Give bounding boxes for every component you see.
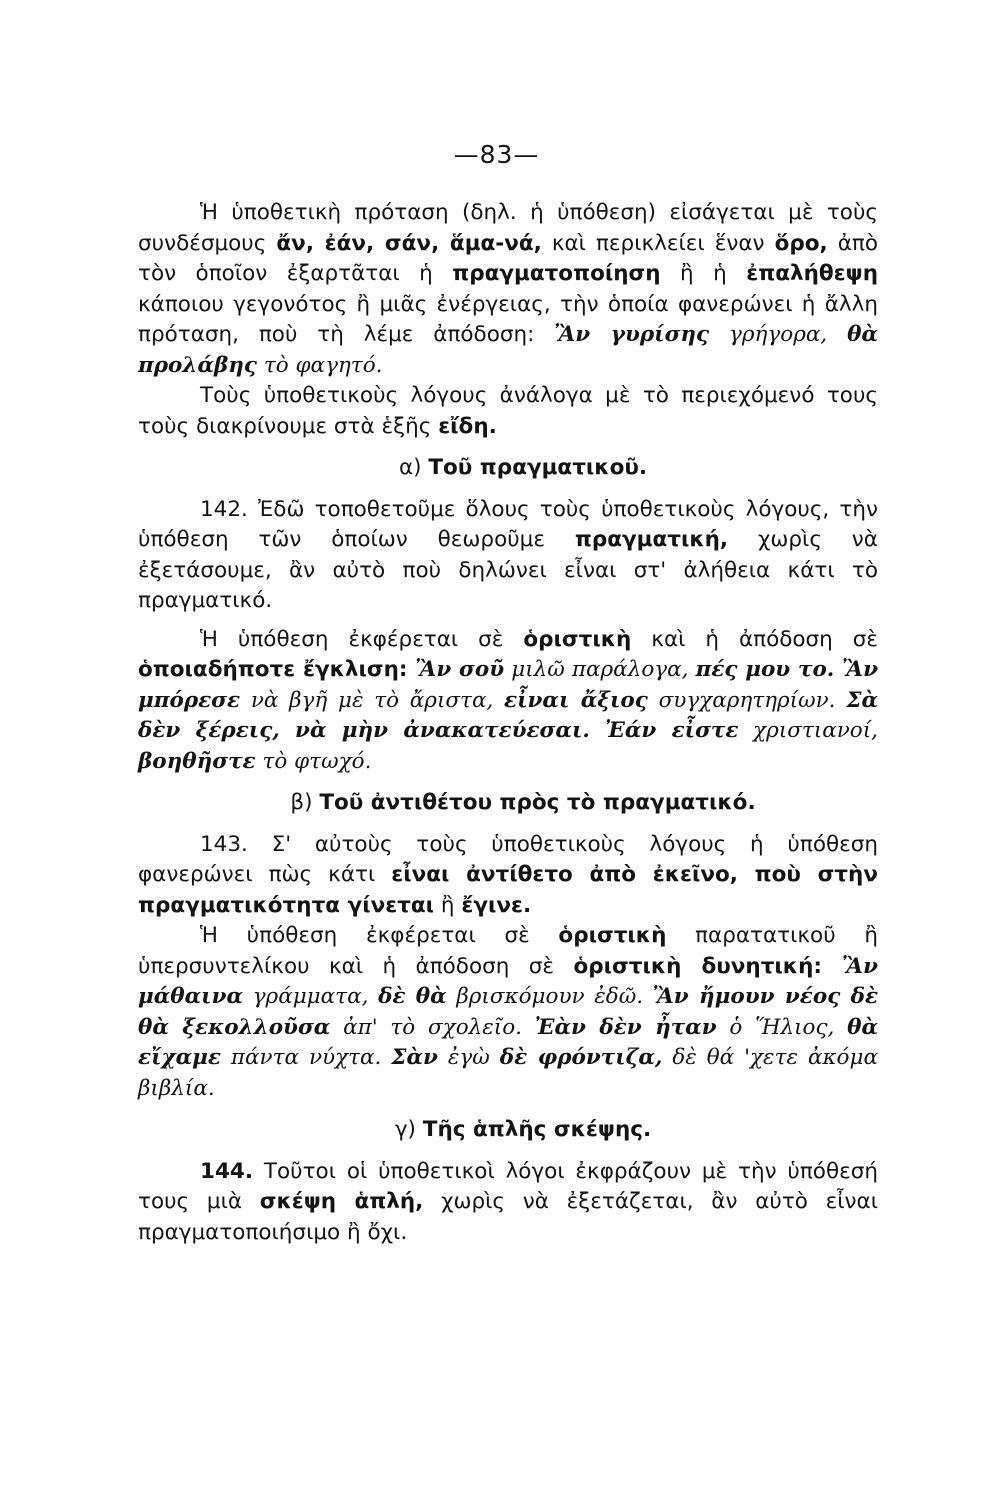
text: κάποιου γεγονότος ἢ μιᾶς ἐνέργειας, τὴν ὁποία φανερώνει ἡ ἄλλη πρόταση, ποὺ τὴ λέμε ἀπόδοση: [138, 291, 878, 347]
section-heading-real [138, 453, 878, 484]
paragraph-number: 142. [200, 496, 248, 522]
bold-term: εἶναι ἀντίθετο ἀπὸ ἐκεῖνο, ποὺ στὴν πραγματικότητα γίνεται [138, 862, 878, 918]
example-text: ὁ Ἥλιος, [716, 1014, 848, 1040]
heading-letter: γ) [394, 1117, 416, 1142]
text: Ἡ ὑπόθεση ἐκφέρεται σὲ [200, 923, 559, 948]
paragraph-142 [138, 495, 878, 617]
example-text: γρήγορα, [709, 322, 848, 347]
paragraph-kinds-intro [138, 381, 878, 442]
paragraph-number: 144. [200, 1158, 254, 1184]
example-text: πάντα νύχτα. [220, 1045, 392, 1070]
example-bold: Σὰ δὲν ξέρεις, νὰ μὴν ἀνακατεύεσαι. Ἐάν εἶστε [138, 687, 878, 743]
bold-term: εἴδη. [438, 413, 497, 439]
example-bold: Σὰν [391, 1045, 438, 1070]
example-text: δὲ θά 'χετε ἀκόμα βιβλία. [138, 1045, 878, 1101]
page-number: —83— [453, 140, 540, 169]
bold-term: πραγματική, [574, 527, 729, 552]
example-bold: πές μου το. [695, 657, 835, 682]
example-text: χριστιανοί, [738, 718, 878, 743]
section-heading-contrary [138, 788, 878, 819]
example-bold: δὲ φρόντιζα, [499, 1045, 663, 1070]
paragraph-contrary-examples [138, 921, 878, 1104]
heading-title: Τοῦ ἀντιθέτου πρὸς τὸ πραγματικό. [319, 790, 756, 815]
text: Τοῦτοι οἱ ὑποθετικοὶ λόγοι ἐκφράζουν μὲ τὴν ὑπόθεσή τους μιὰ [138, 1158, 878, 1214]
example-text: ἐγὼ [437, 1045, 500, 1070]
text: Τοὺς ὑποθετικοὺς λόγους ἀνάλογα μὲ τὸ περιεχόμενό τους τοὺς διακρίνουμε στὰ ἑξῆς [138, 383, 878, 439]
example-bold: εἶναι ἄξιος [504, 687, 648, 713]
text: Ἡ ὑπόθεση ἐκφέρεται σὲ [200, 626, 524, 652]
heading-letter: β) [290, 790, 313, 815]
text: Ἡ ὑποθετικὴ πρόταση (δηλ. ἡ ὑπόθεση) εἰσάγεται μὲ τοὺς συνδέσμους [138, 200, 878, 256]
example-text: μιλῶ παράλογα, [504, 657, 696, 682]
example-bold: Ἂν μπόρεσε [138, 657, 878, 713]
text: ἀπὸ τὸν ὁποῖον ἐξαρτᾶται ἡ [138, 230, 878, 286]
example-text: νὰ βγῆ μὲ τὸ ἄριστα, [240, 687, 505, 713]
paragraph-144 [138, 1157, 878, 1249]
page-body [138, 198, 878, 1248]
bold-term: ὁριστικὴ δυνητική: [573, 953, 822, 979]
text: ἢ [434, 892, 462, 918]
text: καὶ ἡ ἀπόδοση σὲ [631, 626, 878, 652]
example-text: τὸ φαγητό. [257, 352, 383, 378]
bold-term: ὁποιαδήποτε ἔγκλιση: [138, 657, 408, 682]
paragraph-hypothetical-definition [138, 198, 878, 381]
example-text: ἀπ' τὸ σχολεῖο. [330, 1014, 535, 1040]
bold-term: ὁριστικὴ [558, 923, 667, 948]
example-bold: Ἂν γυρίσης [554, 322, 710, 347]
text: Σ' αὐτοὺς τοὺς ὑποθετικοὺς λόγους ἡ ὑπόθεση φανερώνει πὼς κάτι [138, 831, 878, 887]
bold-term: σκέψη ἁπλή, [259, 1189, 424, 1214]
text: καὶ περικλείει ἕναν [541, 230, 775, 256]
paragraph-143 [138, 830, 878, 922]
text: Ἐδῶ τοποθετοῦμε ὅλους τοὺς ὑποθετικοὺς λόγους, τὴν ὑπόθεση τῶν ὁποίων θεωροῦμε [138, 496, 878, 552]
bold-term: ἐπαλήθεψη [746, 261, 879, 286]
text: ἢ ἡ [660, 261, 747, 286]
heading-title: Τῆς ἁπλῆς σκέψης. [422, 1117, 652, 1142]
bold-term: ἔγινε. [461, 892, 532, 918]
paragraph-real-examples [138, 625, 878, 778]
paragraph-number: 143. [200, 831, 248, 857]
example-bold: Ἂν μάθαινα [138, 953, 878, 1009]
bold-term: πραγματοποίηση [452, 261, 661, 286]
heading-title: Τοῦ πραγματικοῦ. [428, 455, 648, 480]
example-text: τὸ φτωχό. [255, 748, 372, 774]
example-text: συγχαρητηρίων. [647, 687, 847, 713]
text: παρατατικοῦ ἢ ὑπερσυντελίκου καὶ ἡ ἀπόδοση σὲ [138, 923, 878, 979]
example-bold: Ἐὰν δὲν ἦταν [534, 1014, 717, 1040]
heading-letter: α) [398, 455, 422, 480]
example-bold: Ἂν ἤμουν νέος δὲ θὰ ξεκολλοῦσα [138, 984, 879, 1040]
text: χωρὶς νὰ ἐξετάζεται, ἂν αὐτὸ εἶναι πραγματοποιήσιμο ἢ ὄχι. [138, 1189, 879, 1245]
example-bold: θὰ προλάβης [138, 322, 878, 378]
example-bold: δὲ θὰ [378, 984, 447, 1009]
bold-term: ἄν, ἐάν, σάν, ἅμα-νά, [276, 230, 542, 256]
bold-term: ὅρο, [774, 230, 828, 256]
example-text: βρισκόμουν ἐδῶ. [446, 984, 653, 1009]
example-text: γράμματα, [243, 984, 379, 1009]
text: χωρὶς νὰ ἐξετάσουμε, ἂν αὐτὸ ποὺ δηλώνει εἶναι στ' ἀλήθεια κάτι τὸ πραγματικό. [138, 527, 878, 613]
example-bold: βοηθῆστε [138, 748, 256, 774]
example-bold: θὰ εἴχαμε [138, 1014, 879, 1070]
bold-term: ὁριστικὴ [523, 626, 632, 652]
example-bold: Ἂν σοῦ [407, 657, 505, 682]
section-heading-simple-thought [138, 1115, 878, 1146]
